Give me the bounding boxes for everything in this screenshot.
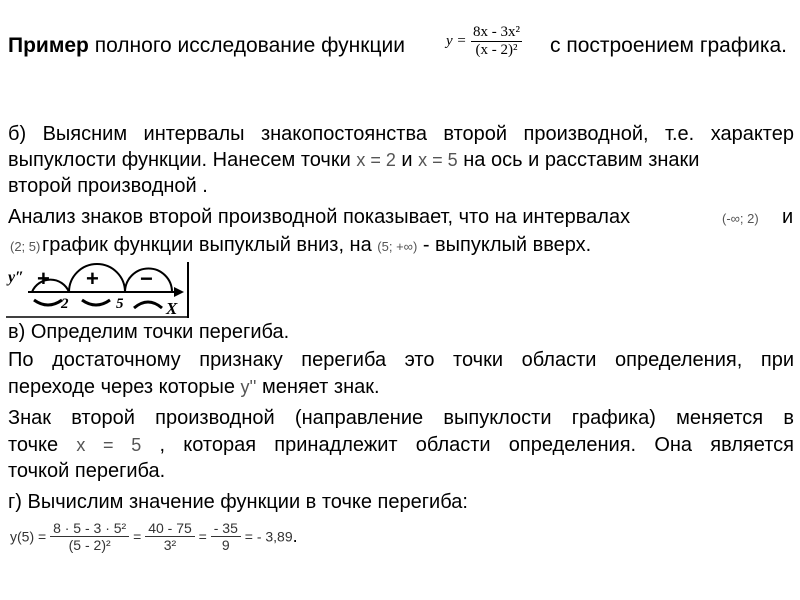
math-y-double-prime: y'' [240,377,257,397]
title-function [446,24,522,59]
title-fn-denominator: (x - 2)² [475,42,518,58]
inflection-value-formula [10,520,298,553]
section-v-p1-line2 [8,375,380,399]
formula-eq2: = [198,528,207,545]
sign-chart-point-5: 5 [116,296,124,312]
formula-fraction-3 [211,520,241,553]
formula-lhs: y(5) = [10,528,47,545]
section-v-p2-line3: точкой перегиба. [8,460,166,482]
formula-f2-den: 3² [163,537,177,553]
section-b-line1: б) Выясним интервалы знакопостоянства второй производной, т.е. характер [8,123,794,145]
sign-minus: − [140,266,153,291]
section-v-p1-line1: По достаточному признаку перегиба это точки области определения, при [8,349,794,371]
sign-chart [6,262,190,320]
section-v-heading: в) Определим точки перегиба. [8,321,290,343]
section-b-line2 [8,148,699,172]
analysis-line2-a: график функции выпуклый вниз, на [42,234,378,256]
title-fn-y: y = [446,33,467,49]
sign-chart-ylabel: y″ [8,269,24,286]
section-b-line3: второй производной . [8,175,208,197]
formula-f3-den: 9 [221,537,230,553]
analysis-and: и [782,206,794,228]
section-v-p2-line2 [8,433,794,457]
section-v-p1-line2-a: переходе через которые [8,376,241,398]
page-title [8,34,405,58]
section-b-line2-a: выпуклости функции. Нанесем точки [8,149,357,171]
formula-end: . [292,526,298,546]
section-v-p2-line1: Знак второй производной (направление выпуклости графика) меняется в [8,407,794,429]
formula-f1-den: (5 - 2)² [68,537,111,553]
convex-up-arc [134,302,162,308]
formula-result: = - 3,89 [244,528,293,545]
title-fn-numerator: 8x - 3x² [472,24,520,40]
section-b-line2-b: и [395,149,419,171]
math-x-equals-2: x = 2 [356,150,396,170]
interval-5-inf: (5; +∞) [377,239,418,254]
sign-plus-1: + [37,266,50,291]
formula-fraction-1 [50,520,129,553]
analysis-line2 [42,233,591,259]
sign-chart-point-2: 2 [61,296,69,312]
interval-2-5: (2; 5) [10,239,41,254]
sign-chart-axis-label: X [166,299,178,318]
section-v-p2-line2-b: , которая принадлежит области определения. Она является [159,434,794,456]
section-g-heading: г) Вычислим значение функции в точке перегиба: [8,491,468,513]
title-text: полного исследование функции [88,34,405,57]
formula-f1-num: 8 · 5 - 3 · 5² [50,520,129,537]
title-suffix: с построением графика. [550,34,788,57]
convex-down-arc-2 [82,300,110,305]
title-bold: Пример [8,34,89,57]
section-v-p2-line2-a: точке [8,434,77,456]
section-b-line2-c: на ось и расставим знаки [457,149,700,171]
formula-f2-num: 40 - 75 [145,520,195,537]
formula-fraction-2 [145,520,195,553]
analysis-line1: Анализ знаков второй производной показывает, что на интервалах [8,206,631,228]
interval-minus-inf-2: (-∞; 2) [722,211,759,226]
math-x-equals-5-inflection: x = 5 [76,435,142,455]
formula-f3-num: - 35 [211,520,241,537]
section-v-p1-line2-b: меняет знак. [256,376,380,398]
math-x-equals-5: x = 5 [418,150,458,170]
formula-eq1: = [133,528,142,545]
axis-arrow-icon [174,287,184,297]
convex-down-arc-1 [34,300,62,305]
title-fn-fraction [471,24,522,59]
analysis-line2-b: - выпуклый вверх. [417,234,592,256]
sign-plus-2: + [86,266,99,291]
